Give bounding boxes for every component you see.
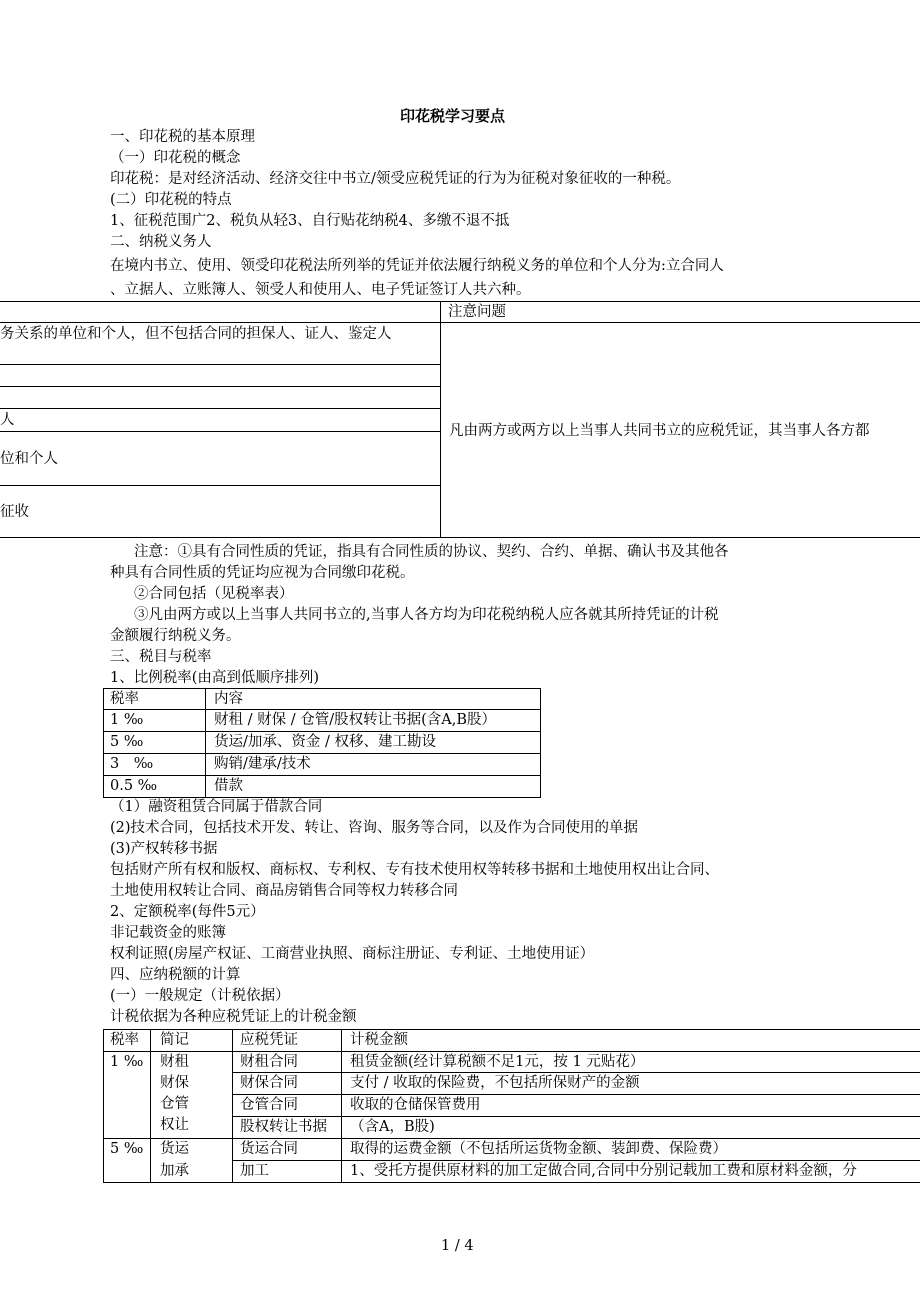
rate-cell: 1 ‰: [110, 1054, 144, 1070]
paragraph: 1、征税范围广2、税负从轻3、自行贴花纳税4、多缴不退不抵: [110, 213, 510, 229]
shorthand-cell: 货运: [160, 1141, 189, 1157]
section-heading: 二、纳税义务人: [110, 234, 212, 250]
table-cell: 1、受托方提供原材料的加工定做合同,合同中分别记载加工费和原材料金额，分: [350, 1163, 857, 1179]
paragraph: 包括财产所有权和版权、商标权、专利权、专有技术使用权等转移书据和土地使用权出让合同、: [110, 862, 719, 878]
paragraph: (2)技术合同，包括技术开发、转让、咨询、服务等合同，以及作为合同使用的单据: [110, 820, 639, 836]
table-header-cell: 注意问题: [448, 304, 506, 320]
table-cell: 货运/加承、资金 / 权移、建工勘设: [214, 734, 436, 750]
paragraph: 在境内书立、使用、领受印花税法所列举的凭证并依法履行纳税义务的单位和个人分为:立合同人: [110, 258, 724, 274]
table-cell: 务关系的单位和个人，但不包括合同的担保人、证人、鉴定人: [0, 326, 392, 342]
table-cell: 收取的仓储保管费用: [350, 1097, 481, 1113]
table-cell: 财保合同: [240, 1075, 298, 1091]
table-cell: 人: [0, 412, 15, 428]
shorthand-cell: 加承: [160, 1163, 189, 1179]
table-cell: 租赁金额(经计算税额不足1元，按 1 元贴花）: [350, 1054, 645, 1070]
section-heading: 四、应纳税额的计算: [110, 967, 241, 983]
subsection-heading: 2、定额税率(每件5元）: [110, 904, 265, 920]
shorthand-cell: 仓管: [160, 1096, 189, 1112]
table-cell: 仓管合同: [240, 1097, 298, 1113]
rate-cell: 5 ‰: [110, 1141, 144, 1157]
subsection-heading: (一）一般规定（计税依据）: [110, 988, 290, 1004]
table-cell: 凡由两方或两方以上当事人共同书立的应税凭证，其当事人各方都: [449, 423, 870, 439]
table-cell: 财租 / 财保 / 仓管/股权转让书据(含A,B股）: [214, 712, 496, 728]
paragraph: 土地使用权转让合同、商品房销售合同等权力转移合同: [110, 883, 458, 899]
table-cell: 取得的运费金额（不包括所运货物金额、装卸费、保险费）: [350, 1141, 727, 1157]
paragraph: 非记载资金的账簿: [110, 925, 226, 941]
table-cell: 借款: [214, 778, 243, 794]
paragraph: （1）融资租赁合同属于借款合同: [110, 799, 323, 815]
table-cell: （含A，B股): [350, 1119, 435, 1135]
table-cell: 支付 / 收取的保险费，不包括所保财产的金额: [350, 1075, 640, 1091]
table-cell: 位和个人: [0, 451, 58, 467]
paragraph: (3)产权转移书据: [110, 841, 218, 857]
section-heading: 一、印花税的基本原理: [110, 129, 255, 145]
table-cell: 1 ‰: [110, 712, 144, 728]
note-paragraph: ②合同包括（见税率表）: [134, 586, 294, 602]
table-header-cell: 简记: [160, 1032, 189, 1048]
table-cell: 3 ‰: [110, 756, 154, 772]
page-title: 印花税学习要点: [400, 107, 506, 125]
shorthand-cell: 财租: [160, 1054, 189, 1070]
table-header-cell: 税率: [110, 1032, 139, 1048]
table-cell: 货运合同: [240, 1141, 298, 1157]
table-cell: 0.5 ‰: [110, 778, 158, 794]
subsection-heading: （一）印花税的概念: [110, 150, 241, 166]
table-cell: 加工: [240, 1163, 269, 1179]
note-paragraph: 注意：①具有合同性质的凭证，指具有合同性质的协议、契约、合约、单据、确认书及其他各: [134, 544, 729, 560]
table-cell: 5 ‰: [110, 734, 144, 750]
shorthand-cell: 权让: [160, 1117, 189, 1133]
table-header-cell: 计税金额: [350, 1032, 408, 1048]
note-paragraph: ③凡由两方或以上当事人共同书立的,当事人各方均为印花税纳税人应各就其所持凭证的计税: [134, 607, 719, 623]
subsection-heading: 1、比例税率(由高到低顺序排列): [110, 670, 320, 686]
page-number: 1 / 4: [441, 1238, 474, 1254]
table-header-cell: 内容: [214, 691, 243, 707]
paragraph: 权利证照(房屋产权证、工商营业执照、商标注册证、专利证、土地使用证）: [110, 946, 595, 962]
shorthand-cell: 财保: [160, 1075, 189, 1091]
table-cell: 购销/建承/技术: [214, 756, 311, 772]
subsection-heading: (二）印花税的特点: [110, 192, 232, 208]
table-cell: 征收: [0, 504, 29, 520]
section-heading: 三、税目与税率: [110, 649, 212, 665]
table-header-cell: 应税凭证: [240, 1032, 298, 1048]
paragraph: 计税依据为各种应税凭证上的计税金额: [110, 1009, 357, 1025]
table-header-cell: 税率: [110, 691, 139, 707]
paragraph: 、立据人、立账簿人、领受人和使用人、电子凭证签订人共六种。: [110, 282, 531, 298]
table-cell: 股权转让书据: [240, 1119, 327, 1135]
note-paragraph: 种具有合同性质的凭证均应视为合同缴印花税。: [110, 565, 415, 581]
table-cell: 财租合同: [240, 1054, 298, 1070]
paragraph: 印花税：是对经济活动、经济交往中书立/领受应税凭证的行为为征税对象征收的一种税。: [110, 171, 681, 187]
note-paragraph: 金额履行纳税义务。: [110, 628, 241, 644]
